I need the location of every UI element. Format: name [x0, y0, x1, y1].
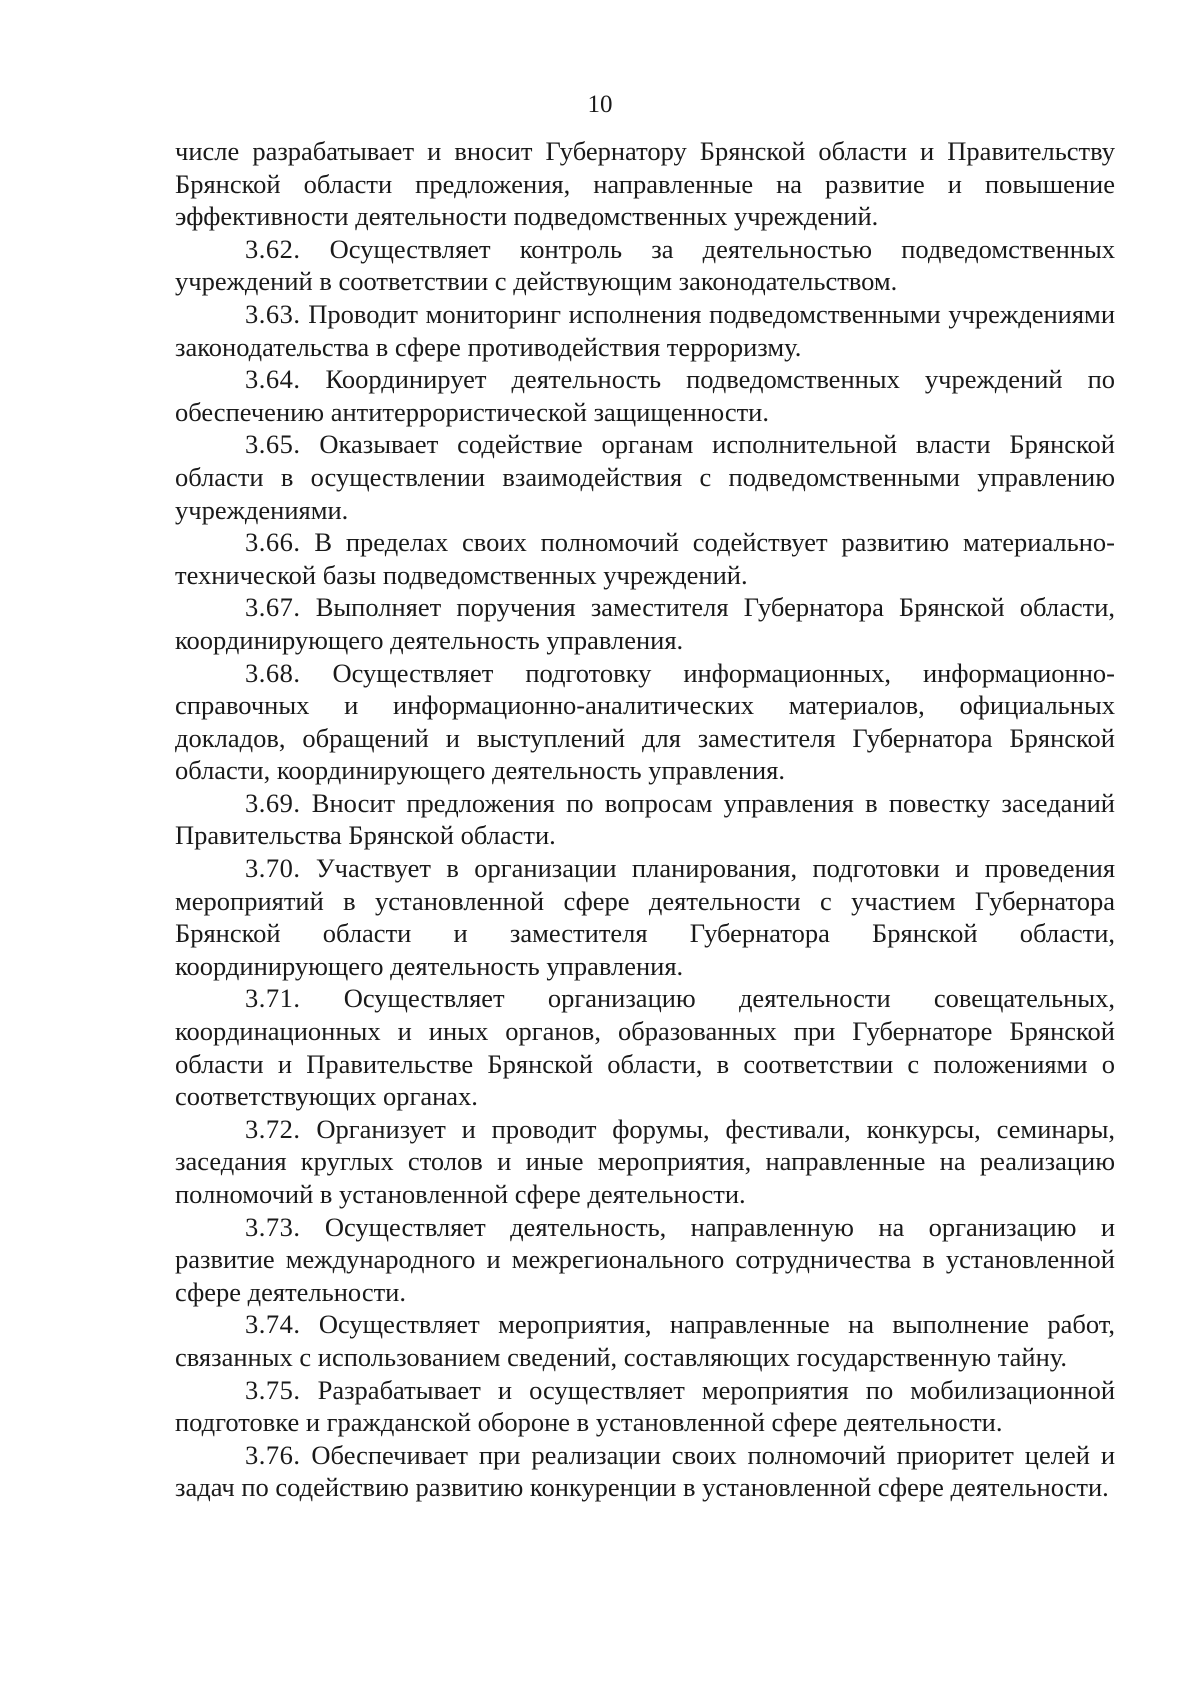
paragraph-number: 3.69. [245, 787, 301, 818]
paragraph-number: 3.72. [245, 1113, 301, 1144]
paragraph-text: Осуществляет организацию деятельности совещательных, координационных и иных органов, образованных при Губернаторе Брянской области и Правительстве Брянской области, в соответствии с положениями о соответствующих органах. [175, 983, 1116, 1112]
paragraph-number: 3.71. [245, 983, 301, 1014]
paragraph-3-75 [175, 1374, 1115, 1439]
paragraph-number: 3.63. [245, 298, 301, 329]
paragraph-3-76 [175, 1439, 1115, 1504]
paragraph-number: 3.66. [245, 527, 301, 558]
paragraph-text: Организует и проводит форумы, фестивали, конкурсы, семинары, заседания круглых столов и иные мероприятия, направленные на реализацию полномочий в установленной сфере деятельности. [175, 1113, 1116, 1209]
paragraph-text: числе разрабатывает и вносит Губернатору Брянской области и Правительству Брянской области предложения, направленные на развитие и повышение эффективности деятельности подведомственных учреждений. [175, 136, 1115, 232]
paragraph-text: Осуществляет мероприятия, направленные на выполнение работ, связанных с использованием сведений, составляющих государственную тайну. [175, 1309, 1116, 1372]
paragraph-number: 3.65. [245, 429, 301, 460]
paragraph-text: Оказывает содействие органам исполнительной власти Брянской области в осуществлении взаимодействия с подведомственными управлению учреждениями. [175, 429, 1115, 525]
paragraph-3-70 [175, 852, 1115, 982]
paragraph-3-64 [175, 363, 1115, 428]
paragraph-number: 3.64. [245, 364, 301, 395]
paragraph-text: Выполняет поручения заместителя Губернатора Брянской области, координирующего деятельность управления. [175, 592, 1115, 655]
paragraph-number: 3.62. [245, 233, 301, 264]
paragraph-text: Участвует в организации планирования, подготовки и проведения мероприятий в установленной сфере деятельности с участием Губернатора Брянской области и заместителя Губернатора Брянской области, координирующего деятельность управления. [175, 853, 1116, 981]
paragraph-number: 3.74. [245, 1309, 301, 1340]
paragraph-text: Координирует деятельность подведомственных учреждений по обеспечению антитеррористической защищенности. [175, 364, 1116, 427]
paragraph-text: Осуществляет контроль за деятельностью подведомственных учреждений в соответствии с действующим законодательством. [175, 233, 1115, 297]
paragraph-text: Осуществляет подготовку информационных, информационно-справочных и информационно-аналитических материалов, официальных докладов, обращений и выступлений для заместителя Губернатора Брянской области, координирующего деятельность управления. [175, 657, 1115, 786]
paragraph-3-73 [175, 1211, 1115, 1309]
paragraph-number: 3.76. [245, 1439, 301, 1470]
paragraph-number: 3.68. [245, 657, 301, 688]
paragraph-3-72 [175, 1113, 1115, 1211]
document-body [175, 135, 1115, 1504]
paragraph-text: Обеспечивает при реализации своих полномочий приоритет целей и задач по содействию развитию конкуренции в установленной сфере деятельности. [175, 1439, 1116, 1503]
paragraph-number: 3.73. [245, 1211, 301, 1242]
paragraph-text: В пределах своих полномочий содействует развитию материально-технической базы подведомственных учреждений. [175, 527, 1116, 590]
paragraph-3-68 [175, 657, 1115, 787]
paragraph-3-74 [175, 1308, 1115, 1373]
paragraph-text: Проводит мониторинг исполнения подведомственными учреждениями законодательства в сфере противодействия терроризму. [175, 298, 1115, 362]
paragraph-3-66 [175, 526, 1115, 591]
paragraph-3-62 [175, 233, 1115, 298]
paragraph-3-71 [175, 982, 1115, 1112]
paragraph-continuation [175, 135, 1115, 233]
paragraph-number: 3.67. [245, 592, 301, 623]
paragraph-3-69 [175, 787, 1115, 852]
paragraph-3-63 [175, 298, 1115, 363]
paragraph-text: Осуществляет деятельность, направленную на организацию и развитие международного и межрегионального сотрудничества в установленной сфере деятельности. [175, 1211, 1116, 1307]
paragraph-3-67 [175, 591, 1115, 656]
paragraph-number: 3.75. [245, 1374, 301, 1405]
paragraph-3-65 [175, 428, 1115, 526]
paragraph-number: 3.70. [245, 853, 301, 884]
page-number: 10 [587, 91, 613, 118]
paragraph-text: Разрабатывает и осуществляет мероприятия по мобилизационной подготовке и гражданской обороне в установленной сфере деятельности. [175, 1374, 1116, 1438]
paragraph-text: Вносит предложения по вопросам управления в повестку заседаний Правительства Брянской области. [175, 787, 1115, 851]
